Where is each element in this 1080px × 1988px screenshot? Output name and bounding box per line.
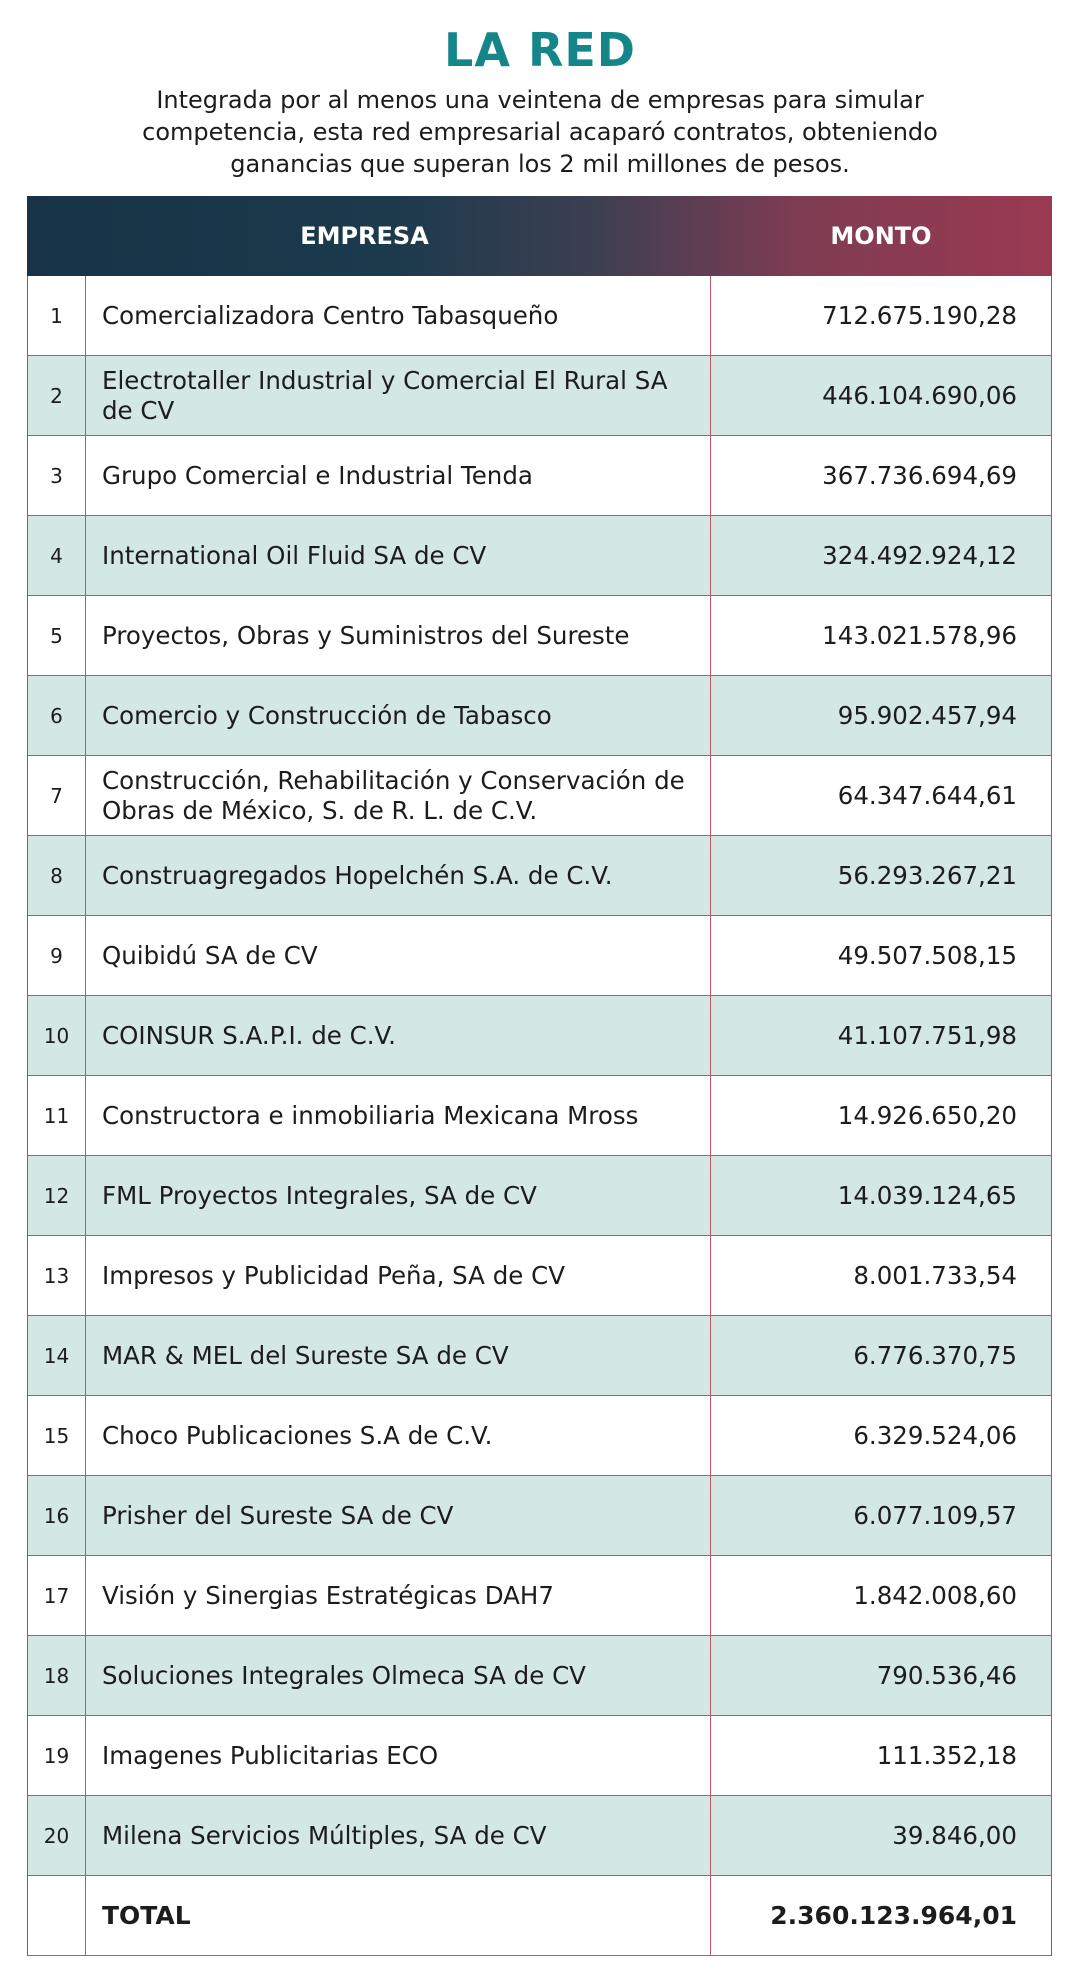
row-empresa: Impresos y Publicidad Peña, SA de CV [86, 1236, 711, 1315]
row-monto: 143.021.578,96 [822, 621, 1017, 650]
table-row [28, 436, 1051, 516]
row-monto: 6.329.524,06 [853, 1421, 1017, 1450]
row-number: 2 [28, 356, 86, 435]
row-empresa: Comercio y Construcción de Tabasco [86, 676, 711, 755]
table-row [28, 916, 1051, 996]
row-empresa: Milena Servicios Múltiples, SA de CV [86, 1796, 711, 1875]
row-number: 3 [28, 436, 86, 515]
table-row [28, 276, 1051, 356]
row-number: 18 [28, 1636, 86, 1715]
row-number: 19 [28, 1716, 86, 1795]
row-empresa: Proyectos, Obras y Suministros del Sureste [86, 596, 711, 675]
row-monto: 6.776.370,75 [853, 1341, 1017, 1370]
row-empresa: COINSUR S.A.P.I. de C.V. [86, 996, 711, 1075]
table-row [28, 996, 1051, 1076]
row-empresa: Grupo Comercial e Industrial Tenda [86, 436, 711, 515]
row-number: 4 [28, 516, 86, 595]
table-row [28, 1636, 1051, 1716]
row-monto: 111.352,18 [876, 1741, 1017, 1770]
contracts-table [27, 196, 1052, 1956]
table-row [28, 1156, 1051, 1236]
row-empresa: Constructora e inmobiliaria Mexicana Mross [86, 1076, 711, 1155]
table-row [28, 596, 1051, 676]
row-empresa: Electrotaller Industrial y Comercial El Rural SA de CV [86, 356, 711, 435]
table-row [28, 356, 1051, 436]
page-subtitle: Integrada por al menos una veintena de empresas para simular competencia, esta red empresarial acaparó contratos, obteniendo ganancias que superan los 2 mil millones de pesos. [142, 86, 938, 178]
header-empresa: EMPRESA [300, 222, 429, 250]
row-monto: 367.736.694,69 [822, 461, 1017, 490]
row-number: 6 [28, 676, 86, 755]
row-monto: 14.926.650,20 [837, 1101, 1017, 1130]
row-monto: 95.902.457,94 [837, 701, 1017, 730]
row-monto: 446.104.690,06 [822, 381, 1017, 410]
row-monto: 324.492.924,12 [822, 541, 1017, 570]
row-monto: 56.293.267,21 [837, 861, 1017, 890]
row-empresa: Choco Publicaciones S.A de C.V. [86, 1396, 711, 1475]
table-row [28, 1396, 1051, 1476]
row-empresa: FML Proyectos Integrales, SA de CV [86, 1156, 711, 1235]
row-number: 17 [28, 1556, 86, 1635]
total-monto: 2.360.123.964,01 [770, 1901, 1017, 1930]
table-row [28, 756, 1051, 836]
row-empresa: Visión y Sinergias Estratégicas DAH7 [86, 1556, 711, 1635]
row-empresa: Comercializadora Centro Tabasqueño [86, 276, 711, 355]
table-row [28, 1716, 1051, 1796]
table-body [27, 276, 1052, 1956]
row-number: 7 [28, 756, 86, 835]
row-number: 16 [28, 1476, 86, 1555]
row-empresa: Soluciones Integrales Olmeca SA de CV [86, 1636, 711, 1715]
row-monto: 49.507.508,15 [837, 941, 1017, 970]
total-row [28, 1876, 1051, 1956]
row-empresa: International Oil Fluid SA de CV [86, 516, 711, 595]
row-empresa: Prisher del Sureste SA de CV [86, 1476, 711, 1555]
row-number: 12 [28, 1156, 86, 1235]
row-monto: 712.675.190,28 [822, 301, 1017, 330]
table-row [28, 1236, 1051, 1316]
row-number: 8 [28, 836, 86, 915]
row-monto: 1.842.008,60 [853, 1581, 1017, 1610]
row-number: 20 [28, 1796, 86, 1875]
row-monto: 6.077.109,57 [853, 1501, 1017, 1530]
table-row [28, 1556, 1051, 1636]
row-empresa: Imagenes Publicitarias ECO [86, 1716, 711, 1795]
table-row [28, 516, 1051, 596]
row-monto: 790.536,46 [876, 1661, 1017, 1690]
row-monto: 8.001.733,54 [853, 1261, 1017, 1290]
total-number-cell [28, 1876, 86, 1955]
row-number: 10 [28, 996, 86, 1075]
row-number: 14 [28, 1316, 86, 1395]
row-monto: 14.039.124,65 [837, 1181, 1017, 1210]
table-row [28, 1476, 1051, 1556]
page-title: LA RED [444, 23, 636, 77]
row-empresa: Quibidú SA de CV [86, 916, 711, 995]
table-row [28, 1796, 1051, 1876]
table-row [28, 676, 1051, 756]
row-number: 15 [28, 1396, 86, 1475]
header-monto: MONTO [830, 222, 932, 250]
row-monto: 41.107.751,98 [837, 1021, 1017, 1050]
row-empresa: Construcción, Rehabilitación y Conservación de Obras de México, S. de R. L. de C.V. [86, 756, 711, 835]
row-number: 1 [28, 276, 86, 355]
row-empresa: Construagregados Hopelchén S.A. de C.V. [86, 836, 711, 915]
row-number: 9 [28, 916, 86, 995]
table-row [28, 836, 1051, 916]
table-header [27, 196, 1052, 276]
table-row [28, 1076, 1051, 1156]
table-row [28, 1316, 1051, 1396]
row-monto: 64.347.644,61 [837, 781, 1017, 810]
total-label: TOTAL [86, 1876, 711, 1955]
row-monto: 39.846,00 [892, 1821, 1017, 1850]
row-number: 5 [28, 596, 86, 675]
row-empresa: MAR & MEL del Sureste SA de CV [86, 1316, 711, 1395]
row-number: 13 [28, 1236, 86, 1315]
row-number: 11 [28, 1076, 86, 1155]
